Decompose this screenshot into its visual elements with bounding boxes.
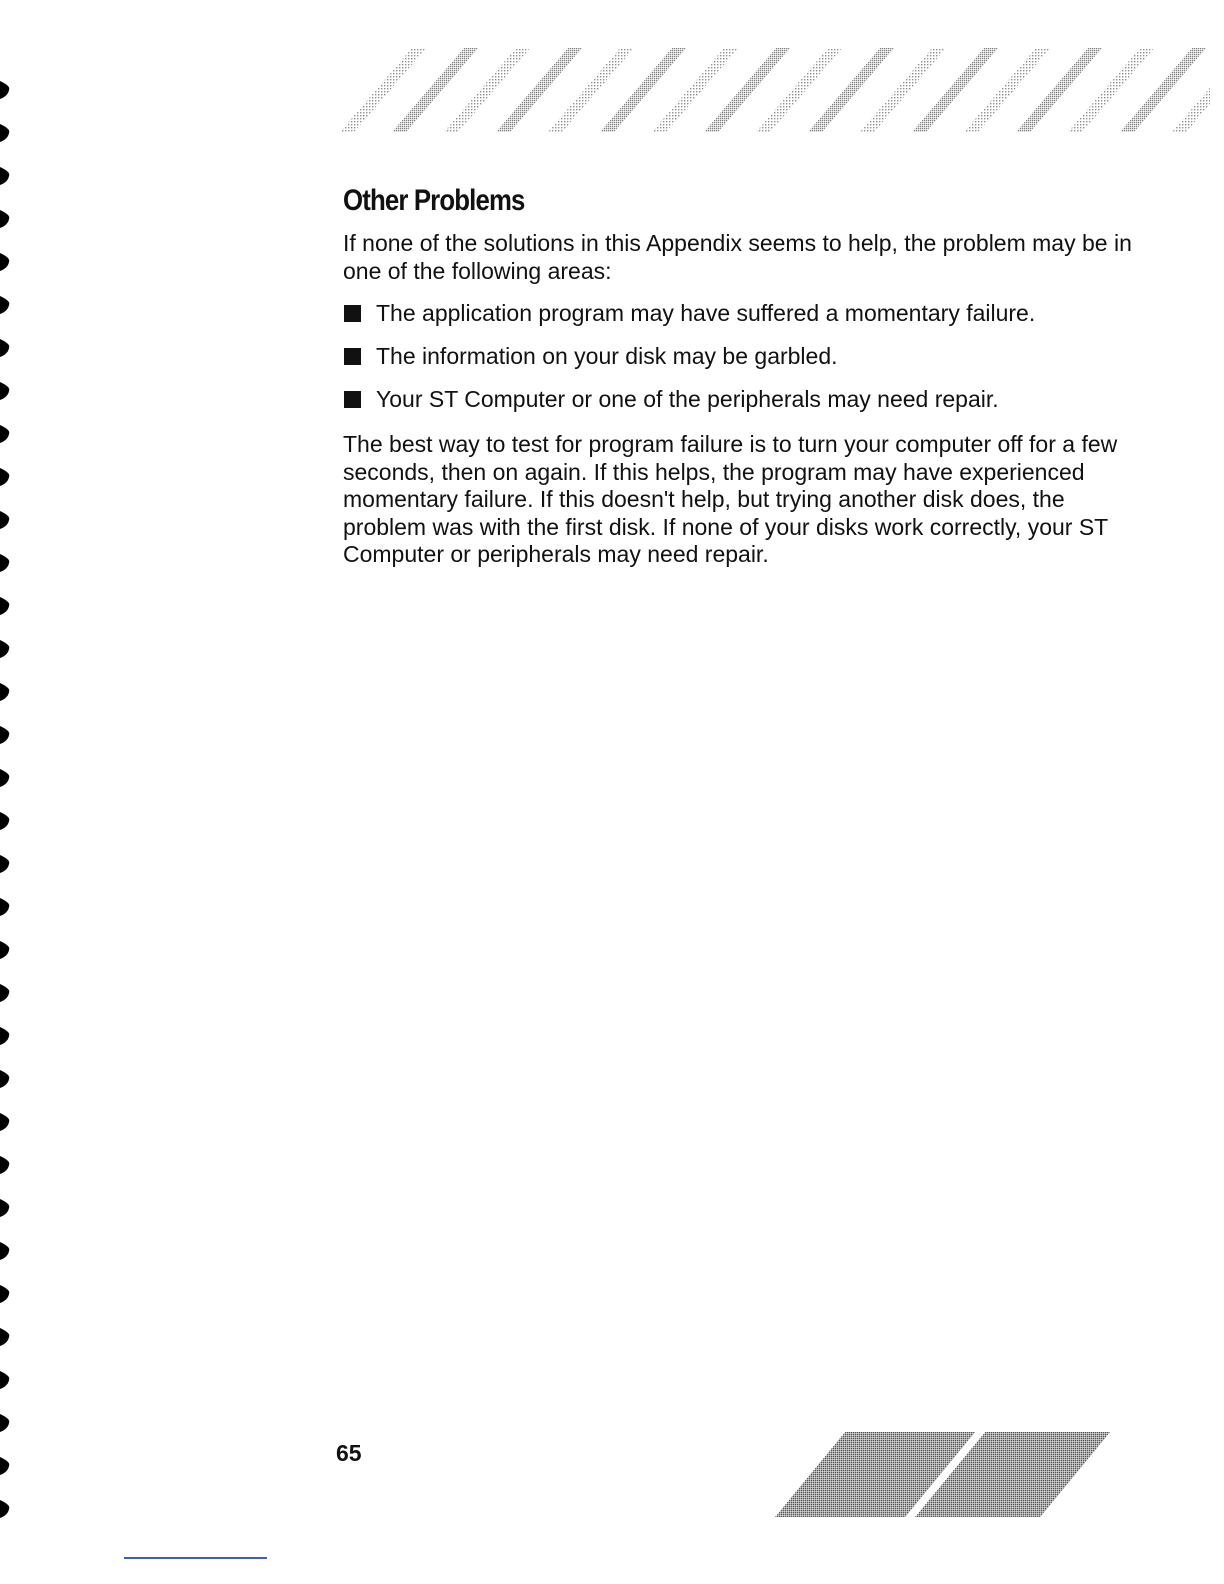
binding-hole (0, 554, 9, 572)
binding-hole (0, 1156, 9, 1174)
binding-hole (0, 1414, 9, 1432)
binding-hole (0, 1285, 9, 1303)
binding-hole (0, 941, 9, 959)
binding-hole (0, 984, 9, 1002)
footer-rule (124, 1557, 267, 1559)
intro-paragraph: If none of the solutions in this Appendix seems to help, the problem may be in one of the following areas: (343, 230, 1132, 284)
page-number: 65 (336, 1440, 362, 1466)
binding-hole (0, 167, 9, 185)
binding-hole (0, 1500, 9, 1518)
list-item (343, 385, 1133, 413)
binding-hole (0, 726, 9, 744)
binding-hole (0, 339, 9, 357)
list-item-text: Your ST Computer or one of the peripherals may need repair. (376, 386, 999, 412)
header-stripe-decoration (330, 40, 1210, 140)
binding-hole (0, 640, 9, 658)
list-item-text: The application program may have suffered a momentary failure. (376, 300, 1036, 326)
binding-hole (0, 296, 9, 314)
binding-hole (0, 597, 9, 615)
binding-hole (0, 1242, 9, 1260)
binding-hole (0, 124, 9, 142)
binding-hole (0, 1371, 9, 1389)
binding-hole (0, 1457, 9, 1475)
binding-hole (0, 1199, 9, 1217)
binding-hole (0, 511, 9, 529)
binding-hole (0, 210, 9, 228)
binding-hole (0, 253, 9, 271)
binding-hole (0, 812, 9, 830)
binding-hole (0, 382, 9, 400)
body-paragraph: The best way to test for program failure is to turn your computer off for a few seconds, then on again. If this helps, the program may have experienced momentary failure. If this doesn't help, but trying another disk does, the problem was with the first disk. If none of your disks work correctly, your ST Computer or peripherals may need repair. (343, 431, 1118, 567)
binding-hole (0, 1328, 9, 1346)
list-item-text: The information on your disk may be garbled. (376, 343, 838, 369)
list-item (343, 299, 1133, 327)
binding-hole (0, 1113, 9, 1131)
binding-hole (0, 898, 9, 916)
binding-hole (0, 769, 9, 787)
binding-hole (0, 1027, 9, 1045)
binding-hole (0, 683, 9, 701)
binding-hole (0, 81, 9, 99)
binding-hole (0, 1070, 9, 1088)
square-bullet-icon (344, 391, 361, 408)
section-heading: Other Problems (343, 184, 525, 217)
main-content (343, 183, 1133, 569)
binding-holes (0, 0, 16, 1584)
binding-hole (0, 425, 9, 443)
square-bullet-icon (344, 305, 361, 322)
footer-stripe-decoration (775, 1432, 1115, 1517)
square-bullet-icon (344, 348, 361, 365)
list-item (343, 342, 1133, 370)
problem-list (343, 299, 1133, 413)
binding-hole (0, 855, 9, 873)
binding-hole (0, 468, 9, 486)
